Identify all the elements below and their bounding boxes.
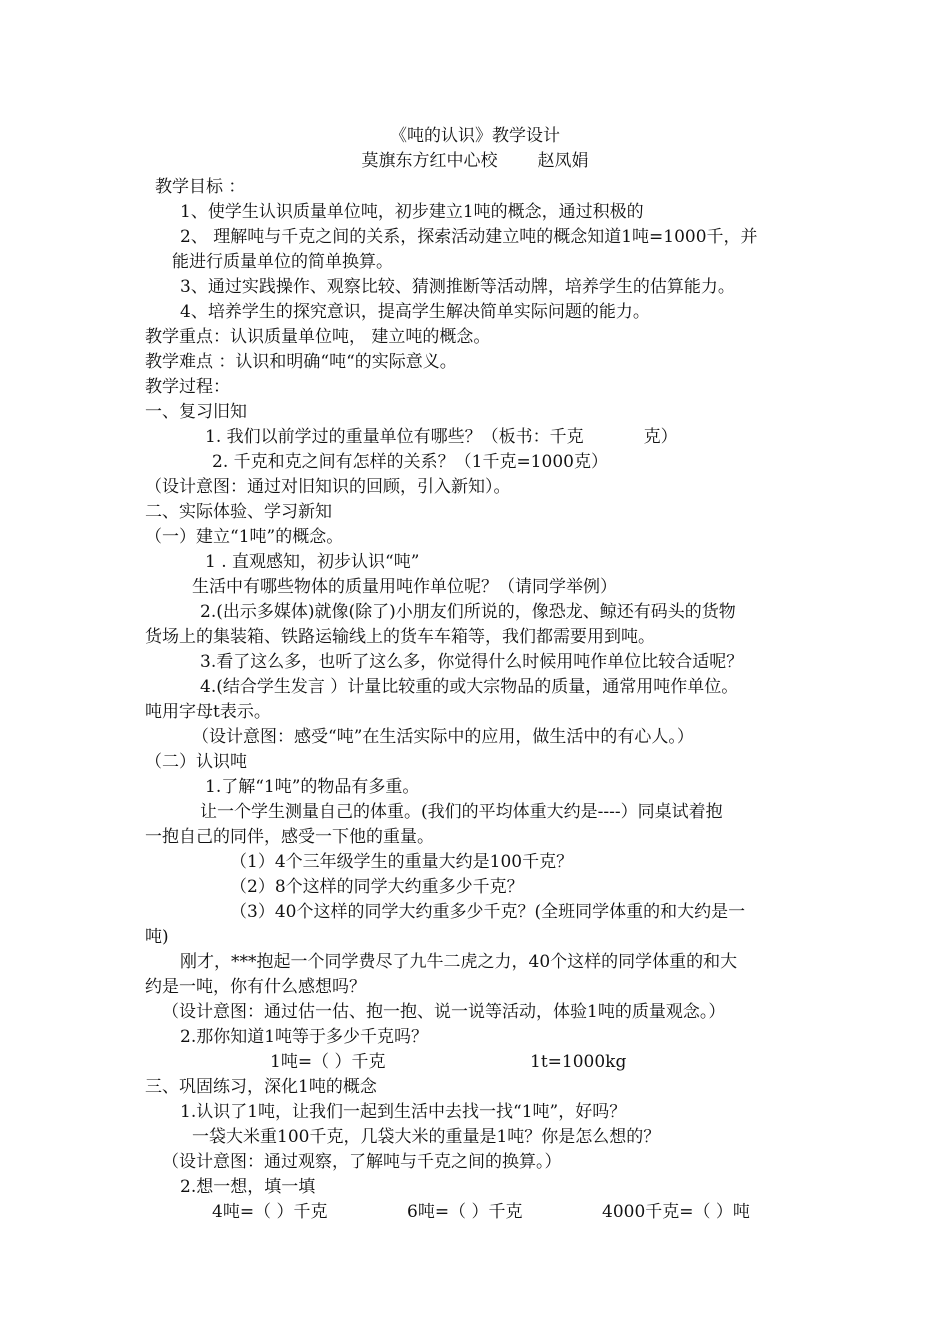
fill-blank: 6吨=（ ）千克 <box>407 1202 523 1222</box>
design-intent: （设计意图：感受“吨”在生活实际中的应用，做生活中的有心人。） <box>192 727 694 747</box>
step-text: 让一个学生测量自己的体重。(我们的平均体重大约是----）同桌试着抱 <box>200 802 723 822</box>
step-text: 一抱自己的同伴，感受一下他的重量。 <box>145 827 434 847</box>
fill-blank: 4000千克=（ ）吨 <box>602 1202 750 1222</box>
design-intent: （设计意图：通过对旧知识的回顾，引入新知）。 <box>145 477 511 497</box>
author-line <box>0 149 950 173</box>
author-name: 赵凤娟 <box>537 151 589 171</box>
step-text: 刚才，***抱起一个同学费尽了九牛二虎之力，40个这样的同学体重的和大 <box>180 952 738 972</box>
sub-question: （1）4个三年级学生的重量大约是100千克？ <box>230 852 574 872</box>
sub-question-continued: 吨) <box>145 927 169 947</box>
step-text: 1.认识了1吨，让我们一起到生活中去找一找“1吨”，好吗？ <box>180 1102 627 1122</box>
fill-blank: 4吨=（ ）千克 <box>212 1202 328 1222</box>
design-intent: （设计意图：通过观察，了解吨与千克之间的换算。） <box>162 1152 562 1172</box>
equation: 1t=1000kg <box>530 1052 627 1072</box>
step-text: 生活中有哪些物体的质量用吨作单位呢？（请同学举例） <box>192 577 617 597</box>
goal-item: 1、使学生认识质量单位吨，初步建立1吨的概念，通过积极的 <box>180 202 644 222</box>
section-heading: 一、复习旧知 <box>145 402 247 422</box>
equation-blank: 1吨=（ ）千克 <box>270 1052 386 1072</box>
difficulty-point: 教学难点 ：认识和明确“吨“的实际意义。 <box>145 352 457 372</box>
goal-item: 4、培养学生的探究意识，提高学生解决简单实际问题的能力。 <box>180 302 650 322</box>
design-intent: （设计意图：通过估一估、抱一抱、说一说等活动，体验1吨的质量观念。） <box>162 1002 726 1022</box>
process-heading: 教学过程： <box>145 377 230 397</box>
goal-item-continued: 能进行质量单位的简单换算。 <box>172 252 393 272</box>
review-question: 2. 千克和克之间有怎样的关系？（1千克=1000克） <box>212 452 608 472</box>
step-text: 吨用字母t表示。 <box>145 702 271 722</box>
step-text: 货场上的集装箱、铁路运输线上的货车车箱等，我们都需要用到吨。 <box>145 627 655 647</box>
step-text: 一袋大米重100千克，几袋大米的重量是1吨？你是怎么想的？ <box>192 1127 661 1147</box>
sub-question: （2）8个这样的同学大约重多少千克？ <box>230 877 524 897</box>
step-text: 1.了解“1吨”的物品有多重。 <box>205 777 420 797</box>
subsection-heading: （一）建立“1吨”的概念。 <box>145 527 344 547</box>
step-text: 2.想一想，填一填 <box>180 1177 316 1197</box>
step-text: 3.看了这么多，也听了这么多，你觉得什么时候用吨作单位比较合适呢？ <box>200 652 744 672</box>
sub-question: （3）40个这样的同学大约重多少千克？(全班同学体重的和大约是一 <box>230 902 746 922</box>
goal-item: 3、通过实践操作、观察比较、猜测推断等活动牌，培养学生的估算能力。 <box>180 277 735 297</box>
goal-item: 2、 理解吨与千克之间的关系，探索活动建立吨的概念知道1吨=1000千，并 <box>180 227 758 247</box>
goals-heading: 教学目标 ： <box>155 177 246 197</box>
step-text: 2.(出示多媒体)就像(除了)小朋友们所说的，像恐龙、鲸还有码头的货物 <box>200 602 736 622</box>
step-text: 1 . 直观感知，初步认识“吨” <box>205 552 420 572</box>
document-title: 《吨的认识》教学设计 <box>390 126 560 146</box>
review-question: 1. 我们以前学过的重量单位有哪些？（板书：千克 克） <box>205 427 678 447</box>
step-text: 约是一吨，你有什么感想吗？ <box>145 977 366 997</box>
key-point: 教学重点：认识质量单位吨， 建立吨的概念。 <box>145 327 491 347</box>
section-heading: 三、巩固练习，深化1吨的概念 <box>145 1077 377 1097</box>
school-name: 莫旗东方红中心校 <box>361 151 498 171</box>
step-text: 4.(结合学生发言 ）计量比较重的或大宗物品的质量，通常用吨作单位。 <box>200 677 739 697</box>
step-text: 2.那你知道1吨等于多少千克吗？ <box>180 1027 429 1047</box>
section-heading: 二、实际体验、学习新知 <box>145 502 332 522</box>
subsection-heading: （二）认识吨 <box>145 752 247 772</box>
